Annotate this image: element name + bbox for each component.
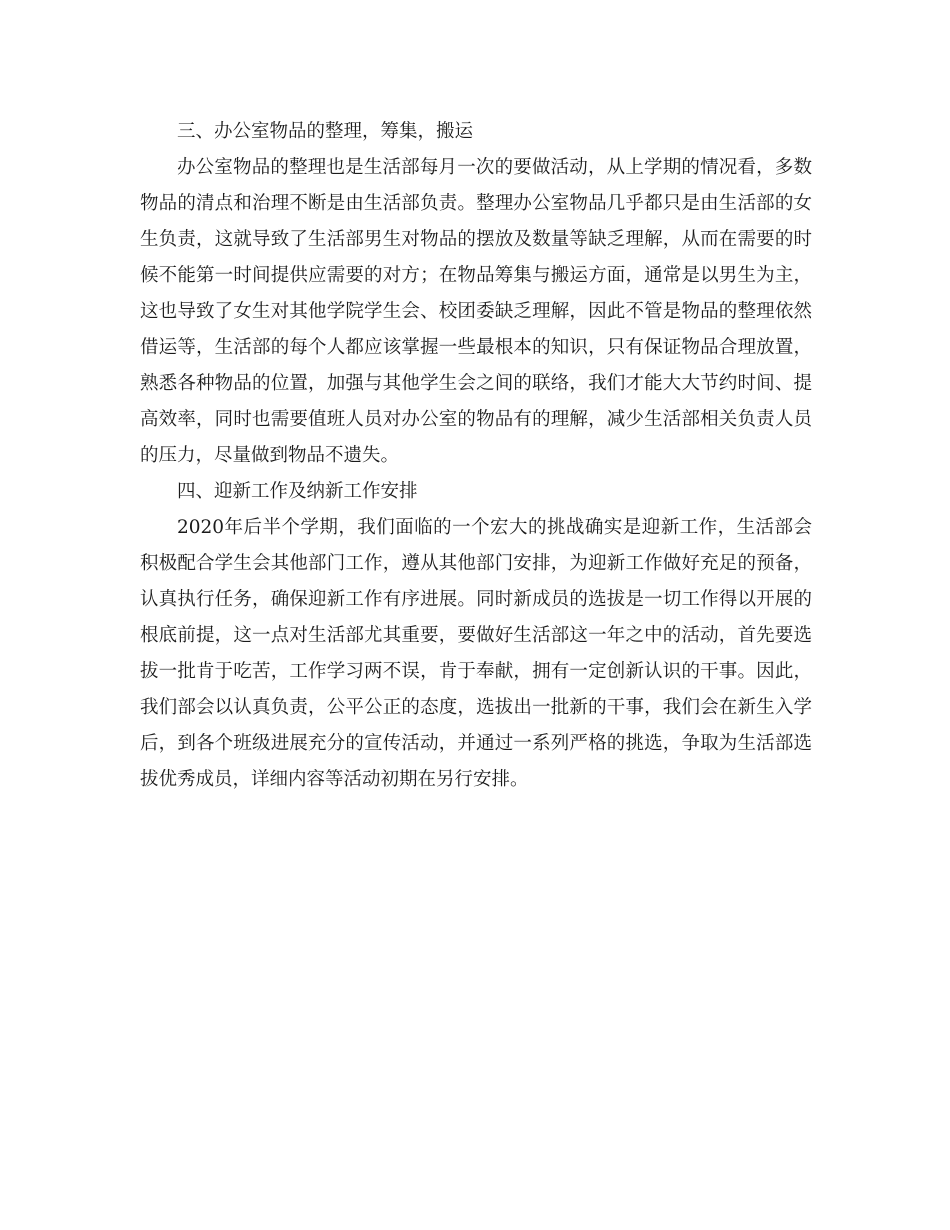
section-paragraph-3: 办公室物品的整理也是生活部每月一次的要做活动，从上学期的情况看，多数物品的清点和治理不断是由生活部负责。整理办公室物品几乎都只是由生活部的女生负责，这就导致了生活部男生对物品的摆放及数量等缺乏理解，从而在需要的时候不能第一时间提供应需要的对方；在物品筹集与搬运方面，通常是以男生为主，这也导致了女生对其他学院学生会、校团委缺乏理解，因此不管是物品的整理依然借运等，生活部的每个人都应该掌握一些最根本的知识，只有保证物品合理放置，熟悉各种物品的位置，加强与其他学生会之间的联络，我们才能大大节约时间、提高效率，同时也需要值班人员对办公室的物品有的理解，减少生活部相关负责人员的压力，尽量做到物品不遗失。 [140, 157, 812, 466]
section-heading-3: 三、办公室物品的整理，筹集，搬运 [177, 121, 474, 142]
document-body [140, 114, 812, 798]
section-paragraph-4: 2020年后半个学期，我们面临的一个宏大的挑战确实是迎新工作，生活部会积极配合学生会其他部门工作，遵从其他部门安排，为迎新工作做好充足的预备，认真执行任务，确保迎新工作有序进展。同时新成员的选拔是一切工作得以开展的根底前提，这一点对生活部尤其重要，要做好生活部这一年之中的活动，首先要选拔一批肯于吃苦，工作学习两不误，肯于奉献，拥有一定创新认识的干事。因此，我们部会以认真负责，公平公正的态度，选拔出一批新的干事，我们会在新生入学后，到各个班级进展充分的宣传活动，并通过一系列严格的挑选，争取为生活部选拔优秀成员，详细内容等活动初期在另行安排。 [140, 517, 812, 790]
section-heading-4: 四、迎新工作及纳新工作安排 [177, 481, 418, 502]
